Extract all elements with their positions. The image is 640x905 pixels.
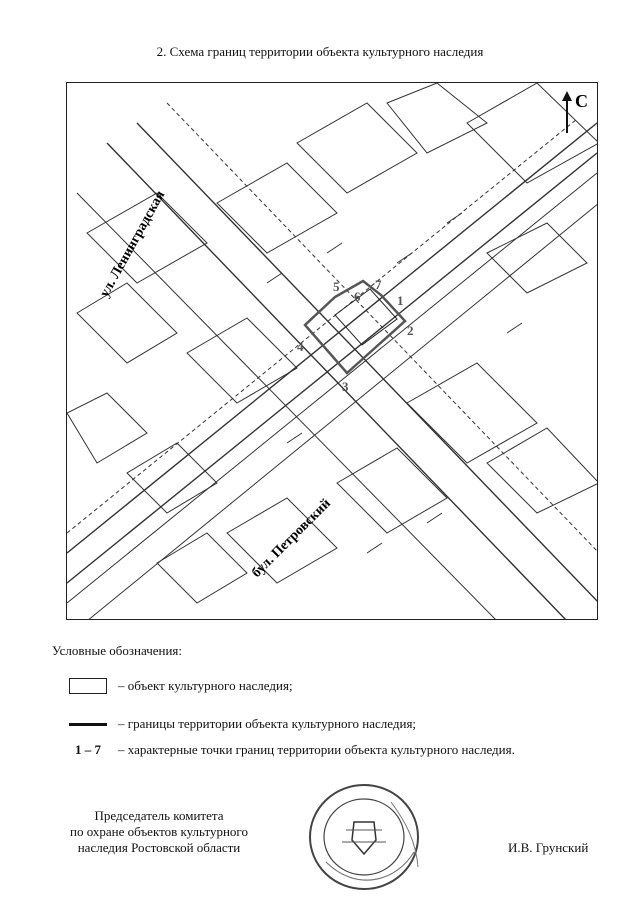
legend-item-object	[52, 678, 293, 694]
position-line-3: наследия Ростовской области	[77, 840, 241, 855]
point-label-7: 7	[375, 277, 382, 292]
position-line-1: Председатель комитета	[94, 808, 224, 823]
legend-item-boundary	[52, 716, 416, 732]
street-label-petrovsky: бул. Петровский	[249, 496, 334, 581]
point-label-4: 4	[297, 339, 304, 354]
point-label-1: 1	[397, 293, 404, 308]
street-label-leningradskaya: ул. Ленинградская	[97, 188, 169, 300]
point-label-5: 5	[333, 279, 340, 294]
point-label-3: 3	[342, 379, 349, 394]
point-label-6: 6	[354, 289, 361, 304]
legend-text-points: – характерные точки границ территории объекта культурного наследия.	[118, 742, 515, 757]
coat-of-arms-icon	[352, 822, 376, 854]
legend-item-points	[52, 742, 515, 758]
legend-line-symbol	[69, 723, 107, 726]
signatory-position	[44, 808, 274, 856]
legend-text-object: – объект культурного наследия;	[118, 678, 293, 693]
north-arrow-icon	[562, 91, 572, 133]
page-title: 2. Схема границ территории объекта культурного наследия	[156, 44, 484, 59]
site-plan-map	[66, 82, 598, 620]
signatory-name: И.В. Грунский	[508, 840, 589, 855]
point-label-2: 2	[407, 323, 414, 338]
legend-box-symbol	[69, 678, 107, 694]
official-seal	[296, 782, 436, 892]
north-label: С	[575, 91, 588, 111]
legend-title: Условные обозначения:	[52, 643, 183, 658]
legend-text-boundary: – границы территории объекта культурного наследия;	[118, 716, 417, 731]
position-line-2: по охране объектов культурного	[70, 824, 248, 839]
legend-points-symbol: 1 – 7	[75, 742, 101, 757]
